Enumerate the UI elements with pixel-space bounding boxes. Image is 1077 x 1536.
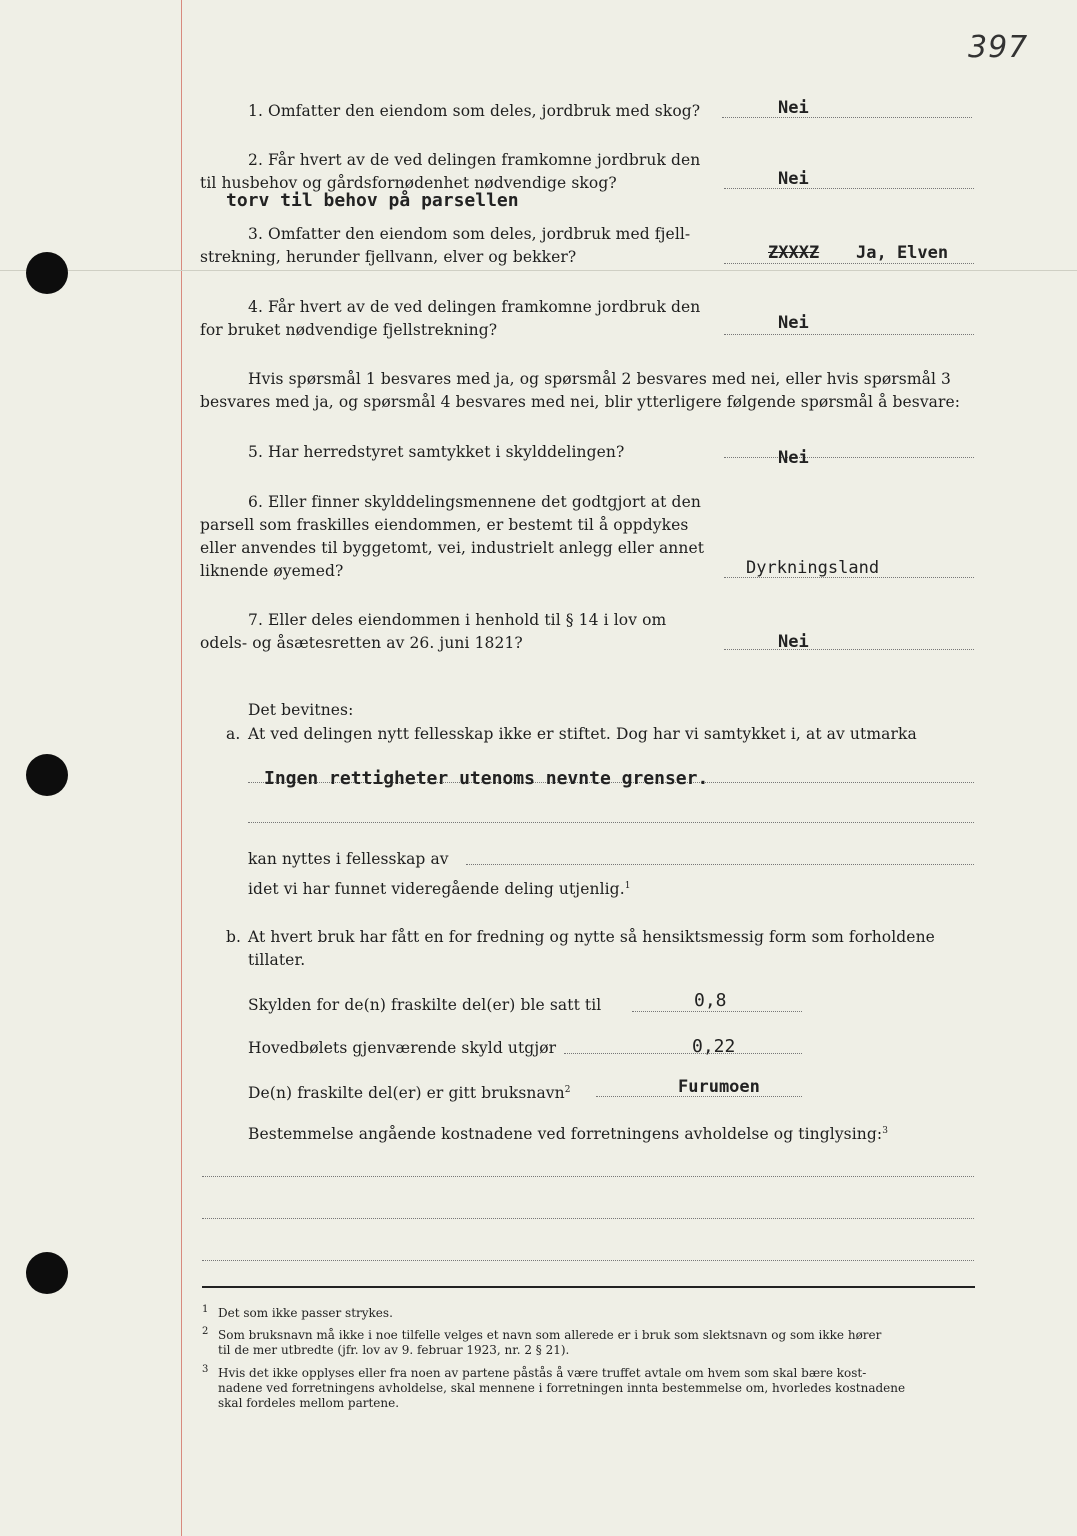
- question-7-line: 7. Eller deles eiendommen i henhold til § 14 i lov om: [248, 611, 667, 629]
- question-3-struck-answer: ZXXXZ: [768, 243, 820, 263]
- answer-line: [724, 457, 974, 458]
- question-7-line: odels- og åsætesretten av 26. juni 1821?: [200, 634, 523, 652]
- condition-text-line: Hvis spørsmål 1 besvares med ja, og spørsmål 2 besvares med nei, eller hvis spørsmål 3: [248, 370, 952, 388]
- footnote-1-num: 1: [202, 1304, 209, 1315]
- question-1-line: 1. Omfatter den eiendom som deles, jordbruk med skog?: [248, 102, 701, 120]
- bevitnes-a-label: a.: [226, 725, 241, 743]
- fold-line: [0, 270, 1077, 271]
- skyld-hovedbol-label: Hovedbølets gjenværende skyld utgjør: [248, 1039, 557, 1057]
- condition-text-line: besvares med ja, og spørsmål 4 besvares med nei, blir ytterligere følgende spørsmål å besvare:: [200, 393, 961, 411]
- answer-line: [724, 263, 974, 264]
- answer-line: [724, 649, 974, 650]
- question-4-line: for bruket nødvendige fjellstrekning?: [200, 321, 498, 339]
- footnote-3-line: Hvis det ikke opplyses eller fra noen av partene påstås å være truffet avtale om hvem som skal bære kost-: [218, 1366, 867, 1380]
- margin-rule: [181, 0, 182, 1536]
- footnote-separator: [202, 1286, 975, 1288]
- question-5-line: 5. Har herredstyret samtykket i skylddelingen?: [248, 443, 625, 461]
- fill-line: [202, 1218, 974, 1219]
- skyld-fraskilt-label: Skylden for de(n) fraskilte del(er) ble satt til: [248, 996, 602, 1014]
- question-6-line: parsell som fraskilles eiendommen, er bestemt til å oppdykes: [200, 516, 689, 534]
- skyld-kostnader-label: [248, 1120, 888, 1146]
- fill-line: [202, 1260, 974, 1261]
- fill-line: [466, 864, 974, 865]
- question-2-line: til husbehov og gårdsfornødenhet nødvendige skog?: [200, 174, 617, 192]
- bevitnes-a-fill: Ingen rettigheter utenoms nevnte grenser.: [264, 768, 709, 789]
- footnote-2-line: Som bruksnavn må ikke i noe tilfelle velges et navn som allerede er i bruk som slektsnavn og som ikke hører: [218, 1328, 882, 1342]
- answer-line: [724, 334, 974, 335]
- question-5-answer: Nei: [778, 448, 809, 468]
- footnote-3-line: nadene ved forretningens avholdelse, skal mennene i forretningen innta bestemmelse om, hvorledes kostnadene: [218, 1381, 906, 1395]
- bevitnes-a-line3: kan nyttes i fellesskap av: [248, 850, 449, 868]
- bevitnes-a-text: At ved delingen nytt fellesskap ikke er stiftet. Dog har vi samtykket i, at av utmarka: [248, 725, 917, 743]
- skyld-kostnader-text: Bestemmelse angående kostnadene ved forretningens avholdelse og tinglysing:: [248, 1125, 883, 1144]
- fill-line: [202, 1176, 974, 1177]
- footnote-ref: 2: [564, 1085, 571, 1095]
- question-6-answer: Dyrkningsland: [746, 558, 880, 578]
- fill-line: [564, 1053, 802, 1054]
- punch-hole: [26, 1252, 68, 1294]
- footnote-2-line: til de mer utbredte (jfr. lov av 9. februar 1923, nr. 2 § 21).: [218, 1343, 570, 1357]
- punch-hole: [26, 754, 68, 796]
- question-2-answer: Nei: [778, 169, 809, 189]
- question-2-note: torv til behov på parsellen: [226, 190, 519, 211]
- question-6-line: eller anvendes til byggetomt, vei, industrielt anlegg eller annet: [200, 539, 705, 557]
- question-6-line: 6. Eller finner skylddelingsmennene det godtgjort at den: [248, 493, 701, 511]
- skyld-bruksnavn-label: [248, 1079, 571, 1105]
- question-3-answer: Ja, Elven: [856, 243, 949, 263]
- skyld-fraskilt-value: 0,8: [694, 990, 727, 1011]
- fill-line: [632, 1011, 802, 1012]
- footnote-2-num: 2: [202, 1326, 209, 1337]
- question-7-answer: Nei: [778, 632, 809, 652]
- bevitnes-a-line4: [248, 875, 631, 901]
- fill-line: [248, 822, 974, 823]
- bevitnes-a-line4-text: idet vi har funnet videregående deling utjenlig.: [248, 880, 625, 899]
- question-2-line: 2. Får hvert av de ved delingen framkomne jordbruk den: [248, 151, 701, 169]
- question-3-line: 3. Omfatter den eiendom som deles, jordbruk med fjell-: [248, 225, 691, 243]
- page-number: 397: [968, 30, 1029, 65]
- question-3-line: strekning, herunder fjellvann, elver og bekker?: [200, 248, 577, 266]
- answer-line: [724, 188, 974, 189]
- skyld-hovedbol-value: 0,22: [692, 1036, 736, 1057]
- answer-line: [722, 117, 972, 118]
- skyld-bruksnavn-text: De(n) fraskilte del(er) er gitt bruksnavn: [248, 1084, 565, 1103]
- bevitnes-heading: Det bevitnes:: [248, 701, 354, 719]
- bevitnes-b-line: tillater.: [248, 951, 306, 969]
- footnote-ref: 3: [882, 1126, 889, 1136]
- footnote-3-line: skal fordeles mellom partene.: [218, 1396, 400, 1410]
- bevitnes-b-line: At hvert bruk har fått en for fredning og nytte så hensiktsmessig form som forholdene: [248, 928, 935, 946]
- question-6-line: liknende øyemed?: [200, 562, 344, 580]
- question-1-answer: Nei: [778, 98, 809, 118]
- bevitnes-b-label: b.: [226, 928, 242, 946]
- skyld-bruksnavn-value: Furumoen: [678, 1077, 760, 1097]
- footnote-1-line: Det som ikke passer strykes.: [218, 1306, 393, 1320]
- question-4-answer: Nei: [778, 313, 809, 333]
- footnote-ref: 1: [624, 881, 631, 891]
- question-4-line: 4. Får hvert av de ved delingen framkomne jordbruk den: [248, 298, 701, 316]
- footnote-3-num: 3: [202, 1364, 209, 1375]
- punch-hole: [26, 252, 68, 294]
